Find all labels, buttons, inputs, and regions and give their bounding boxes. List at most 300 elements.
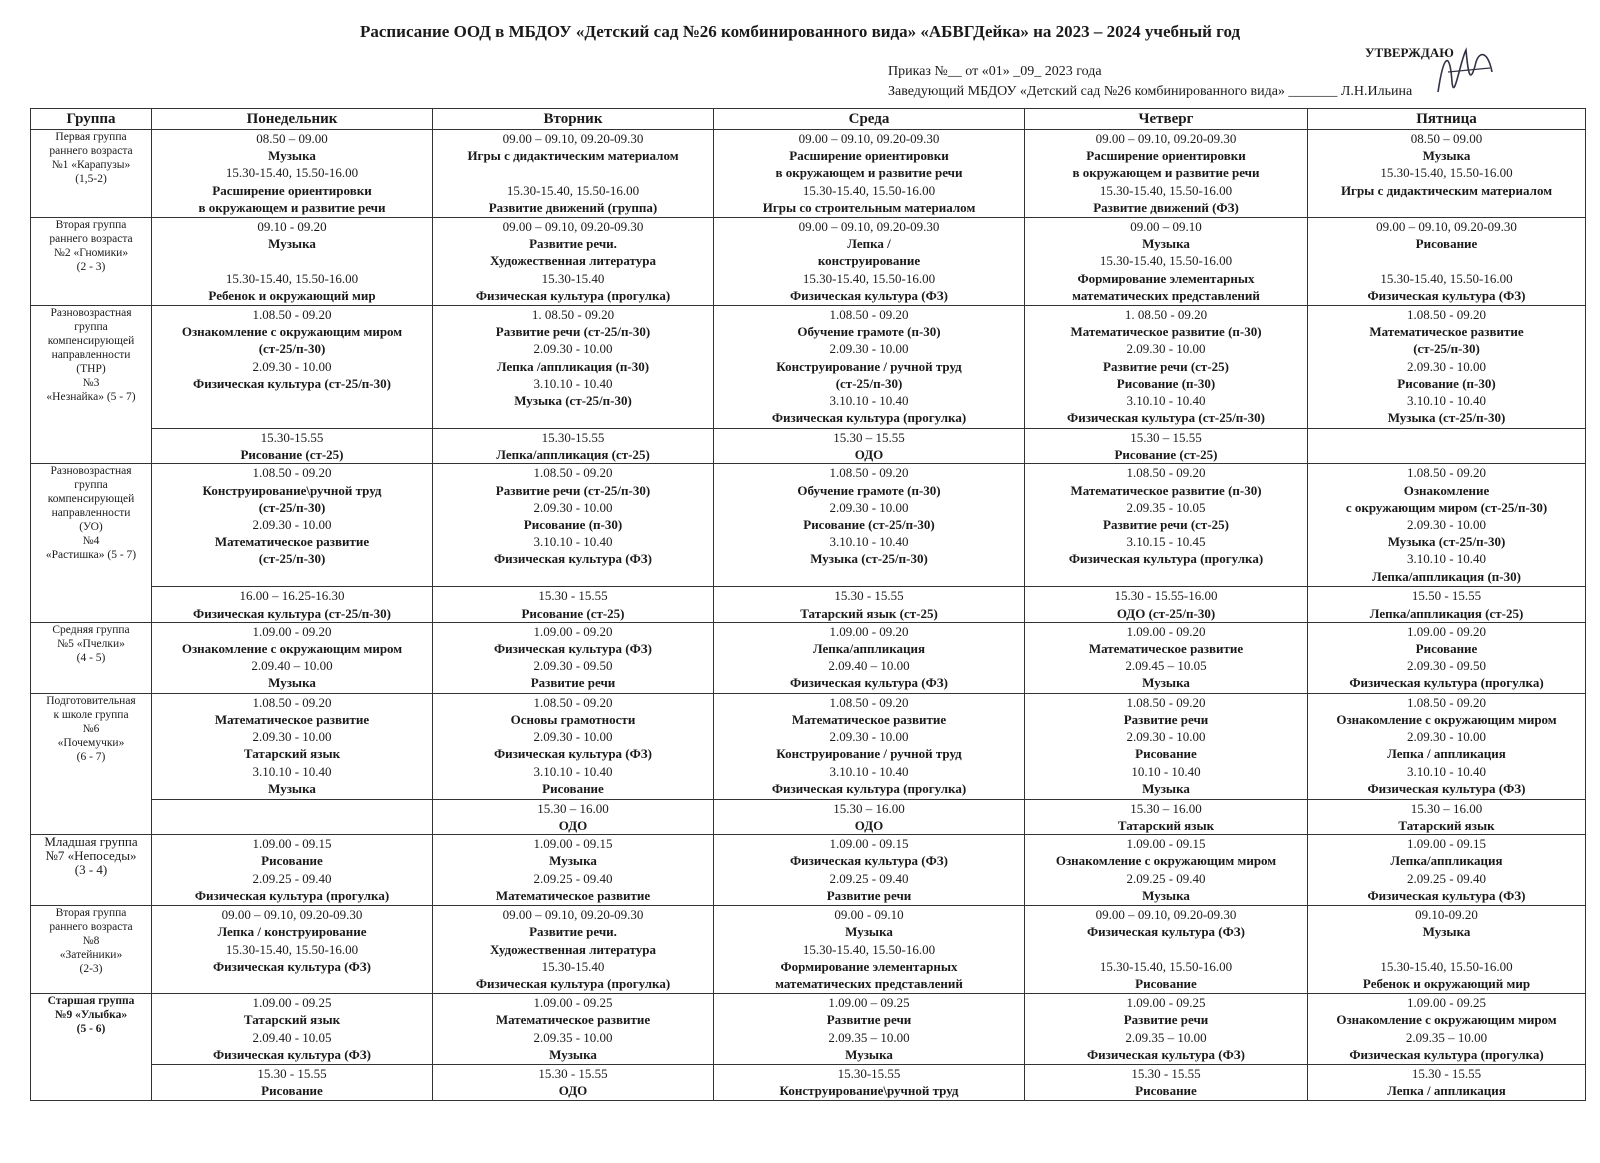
activity-time: 3.10.10 - 10.40 [533,763,613,779]
activity-time: 1.08.50 - 09.20 [1126,694,1206,710]
order-line: Приказ №__ от «01» _09_ 2023 года [888,64,1102,79]
activity-name: Расширение ориентировки [789,148,949,164]
activity-time: 15.30-15.40, 15.50-16.00 [506,182,640,198]
activity-time [1310,941,1583,958]
activity-time: 2.09.25 - 09.40 [1126,870,1206,886]
activity-name: Обучение грамоте (п-30) [797,324,941,340]
activity-time: 2.09.30 - 10.00 [829,499,909,515]
activity-time: 2.09.45 – 10.05 [1125,658,1207,674]
activity-time: 2.09.30 - 10.00 [1406,517,1487,533]
schedule-cell-wednesday [714,622,1025,693]
group-label-line: направленности [51,349,131,361]
group-label-line: Старшая группа [47,995,135,1008]
activity-time: 1.08.50 - 09.20 [252,465,332,481]
table-row [31,693,1586,799]
activity-time: 09.00 – 09.10, 09.20-09.30 [502,131,644,146]
activity-name: Музыка [268,236,316,252]
activity-name: Физическая культура (ст-25/п-30) [193,375,391,391]
group-label-line: раннего возраста [49,145,133,157]
schedule-cell-friday [1308,130,1586,218]
group-label-line: №8 [82,935,100,948]
activity-time: 2.09.35 - 10.00 [533,1029,613,1045]
activity-time: 15.30-15.40, 15.50-16.00 [1380,165,1513,181]
activity-time: 2.09.35 – 10.00 [1405,1029,1488,1045]
header-wednesday: Среда [714,109,1025,130]
schedule-cell-thursday [1025,587,1308,622]
activity-time: 2.09.30 - 10.00 [252,517,332,533]
schedule-cell-thursday [1025,429,1308,464]
activity-name: (ст-25/п-30) [835,375,903,391]
group-label-line: Разновозрастная [50,307,132,319]
activity-name: Рисование (ст-25) [521,605,625,621]
activity-time: 15.30-15.40, 15.50-16.00 [1099,253,1233,269]
activity-name: Физическая культура (ФЗ) [212,958,371,974]
group-label-line: №4 [82,535,100,548]
activity-time: 1.08.50 - 09.20 [252,307,332,322]
activity-time: 1.08.50 - 09.20 [533,694,613,710]
schedule-cell-thursday [1025,906,1308,994]
group-label-line: (3 - 4) [74,862,108,878]
schedule-cell-tuesday [433,218,714,306]
group-label-line: «Почемучки» [57,736,125,749]
header-monday: Понедельник [152,109,433,130]
schedule-cell-wednesday [714,587,1025,622]
activity-name: Физическая культура (ФЗ) [493,746,652,762]
schedule-cell-monday [152,622,433,693]
activity-time: 08.50 – 09.00 [1410,131,1483,146]
activity-name: в окружающем и развитие речи [775,165,963,181]
schedule-cell-wednesday [714,130,1025,218]
group-label-line: Младшая группа [44,834,138,850]
activity-name: Рисование (п-30) [523,517,623,533]
activity-time: 2.09.30 - 09.50 [1406,658,1487,674]
activity-time: 15.30 – 16.00 [537,800,609,816]
group-label-line: к школе группа [53,708,129,721]
table-row [31,1065,1586,1100]
activity-time: 2.09.30 - 10.00 [533,729,613,745]
activity-name: Ознакомление с окружающим миром [1336,712,1557,728]
group-cell [31,906,152,994]
group-label-line: №6 [82,722,100,735]
schedule-cell-monday [152,587,433,622]
activity-time: 10.10 - 10.40 [1131,763,1201,779]
schedule-cell-thursday [1025,622,1308,693]
activity-time: 2.09.25 - 09.40 [829,870,909,886]
activity-name: Игры со строительным материалом [762,199,976,215]
activity-time: 09.00 – 09.10, 09.20-09.30 [798,219,940,234]
schedule-cell-wednesday [714,1065,1025,1100]
activity-time: 2.09.30 - 10.00 [1126,729,1206,745]
activity-name: Развитие движений (группа) [488,199,658,215]
activity-name: Музыка [845,1046,893,1062]
activity-name: математических представлений [1072,287,1260,303]
activity-name: Музыка (ст-25/п-30) [514,393,632,409]
activity-time: 09.00 – 09.10 [1130,219,1202,234]
activity-time: 1.09.00 - 09.25 [533,995,613,1011]
group-label-line: №1 «Карапузы» [51,159,131,171]
activity-name: Рисование [1135,1083,1197,1099]
activity-name: Конструирование / ручной труд [776,358,962,374]
schedule-cell-thursday [1025,693,1308,799]
activity-time: 2.09.30 - 10.00 [252,729,332,745]
activity-name: Физическая культура (ФЗ) [493,641,652,657]
activity-time: 2.09.25 - 09.40 [1406,870,1487,886]
activity-name: Музыка [268,780,316,796]
activity-time: 15.30 – 16.00 [1410,800,1483,816]
activity-name: Татарский язык (ст-25) [800,605,938,621]
schedule-cell-monday [152,994,433,1065]
activity-time: 1.09.00 - 09.15 [1126,836,1206,852]
header-row [31,109,1586,130]
activity-name: Лепка / аппликация [1387,1083,1506,1099]
activity-name: Физическая культура (ФЗ) [1367,887,1526,903]
schedule-cell-tuesday [433,799,714,834]
table-row [31,306,1586,429]
activity-name: Музыка [1422,148,1471,164]
activity-name: Расширение ориентировки [212,182,372,198]
schedule-cell-friday [1308,587,1586,622]
activity-name: Музыка [1142,675,1190,691]
activity-name: Лепка/аппликация (ст-25) [1369,605,1524,621]
header-tuesday: Вторник [433,109,714,130]
activity-time: 09.00 – 09.10, 09.20-09.30 [502,219,644,234]
header-friday: Пятница [1308,109,1586,130]
activity-time: 3.10.10 - 10.40 [1406,551,1487,567]
activity-name: Физическая культура (ФЗ) [1367,287,1526,303]
schedule-cell-thursday [1025,306,1308,429]
activity-name: Музыка [1142,887,1190,903]
activity-name: Физическая культура (ст-25/п-30) [193,605,391,621]
activity-time: 2.09.30 - 10.00 [1126,341,1206,357]
activity-name: Математическое развитие [214,534,370,550]
group-cell [31,464,152,622]
schedule-cell-wednesday [714,693,1025,799]
activity-name: Музыка [268,675,316,691]
activity-time: 1.09.00 - 09.25 [1406,995,1487,1011]
table-row [31,906,1586,994]
group-label-line: группа [74,479,108,492]
activity-name: Музыка [1142,236,1190,252]
schedule-cell-tuesday [433,622,714,693]
schedule-cell-monday [152,464,433,587]
schedule-cell-tuesday [433,693,714,799]
schedule-cell-thursday [1025,130,1308,218]
schedule-cell-tuesday [433,306,714,429]
activity-time: 15.30 - 15.55 [538,1066,608,1082]
group-label-line: №5 «Пчелки» [57,637,125,650]
group-cell [31,306,152,464]
activity-name: Физическая культура (прогулка) [475,976,671,992]
activity-time: 15.30-15.40, 15.50-16.00 [225,941,359,957]
activity-time: 3.10.10 - 10.40 [1126,393,1206,409]
group-label-line: Вторая группа [55,907,127,920]
activity-time: 2.09.40 - 10.05 [252,1029,332,1045]
group-cell [31,130,152,218]
activity-name: Конструирование\ручной труд [202,482,382,498]
activity-time [435,164,711,181]
activity-time: 1.09.00 - 09.20 [829,623,909,639]
activity-name: Математическое развитие [214,712,370,728]
activity-time: 1.08.50 - 09.20 [1126,465,1206,481]
activity-time: 2.09.25 - 09.40 [533,870,613,886]
activity-time: 15.30 - 15.55 [1411,1066,1482,1082]
activity-name: Формирование элементарных [1077,270,1255,286]
activity-name: Физическая культура (ФЗ) [789,287,948,303]
activity-time: 15.30-15.55 [260,430,324,445]
activity-time: 09.00 – 09.10, 09.20-09.30 [798,131,940,146]
activity-time: 1.08.50 - 09.20 [829,465,909,481]
header-group: Группа [31,109,152,130]
activity-name: Формирование элементарных [780,958,958,974]
activity-name: Ознакомление с окружающим миром [1055,853,1277,869]
activity-time: 15.30-15.40, 15.50-16.00 [1099,182,1233,198]
activity-time: 15.30 – 16.00 [833,800,905,816]
schedule-cell-friday [1308,906,1586,994]
group-label-line: (ТНР) [76,363,106,375]
activity-time [154,252,430,269]
schedule-cell-friday [1308,306,1586,429]
activity-name: Игры с дидактическим материалом [1340,182,1553,198]
activity-time: 3.10.10 - 10.40 [533,534,613,550]
group-label-line: №7 «Непоседы» [45,848,137,864]
activity-time: 1.08.50 - 09.20 [252,694,332,710]
schedule-cell-friday [1308,464,1586,587]
group-label-line: «Незнайка» (5 - 7) [46,391,136,403]
group-label-line: №2 «Гномики» [53,247,129,259]
activity-name: Лепка / конструирование [217,924,367,940]
group-label-line: раннего возраста [49,233,133,245]
schedule-cell-wednesday [714,906,1025,994]
schedule-cell-tuesday [433,994,714,1065]
activity-time: 15.30-15.55 [541,430,605,445]
activity-name: Татарский язык [243,1012,341,1028]
activity-name: Расширение ориентировки [1086,148,1246,164]
activity-name: ОДО (ст-25/п-30) [1116,605,1216,621]
table-row [31,429,1586,464]
activity-name: (ст-25/п-30) [258,499,326,515]
group-label-line: Средняя группа [52,623,130,636]
activity-time: 3.10.10 - 10.40 [252,763,332,779]
group-label-line: (УО) [79,521,103,534]
activity-name: Физическая культура (прогулка) [475,287,671,303]
group-label-line: направленности [51,507,131,520]
table-row [31,835,1586,906]
group-label-line: (6 - 7) [76,750,106,763]
activity-time: 2.09.30 - 09.50 [533,658,613,674]
activity-name: Рисование (ст-25) [1114,447,1218,463]
activity-name: Математическое развитие [495,887,651,903]
activity-time: 09.00 – 09.10, 09.20-09.30 [1095,131,1237,146]
activity-time: 15.30-15.40, 15.50-16.00 [802,270,936,286]
activity-name: Развитие речи (ст-25) [1103,517,1229,533]
activity-name: Физическая культура (ФЗ) [212,1046,371,1062]
activity-name: Математическое развитие (п-30) [1070,482,1262,498]
activity-name: Музыка [1142,780,1190,796]
activity-name: Физическая культура (прогулка) [771,410,967,426]
activity-name: Лепка/аппликация [1390,853,1503,869]
activity-time: 15.30 - 15.55 [834,588,904,604]
schedule-cell-friday [1308,693,1586,799]
activity-name: Ознакомление [1403,482,1490,498]
group-label-line: (1,5-2) [75,173,107,185]
schedule-body [31,130,1586,1101]
activity-time [1027,941,1305,958]
activity-time: 1.09.00 - 09.20 [252,623,332,639]
activity-name: Музыка [549,1046,597,1062]
schedule-cell-friday [1308,835,1586,906]
activity-time: 1.09.00 - 09.20 [1126,623,1206,639]
activity-name: Конструирование / ручной труд [776,746,962,762]
group-cell [31,835,152,906]
activity-time: 2.09.30 - 10.00 [533,499,613,515]
activity-name: Музыка [1422,924,1471,940]
activity-time: 2.09.35 - 10.05 [1126,499,1206,515]
activity-name: Математическое развитие [495,1012,651,1028]
activity-time: 1.09.00 - 09.15 [829,836,909,852]
schedule-cell-thursday [1025,835,1308,906]
activity-time: 1.09.00 - 09.15 [1406,836,1487,852]
activity-time: 15.30 - 15.55-16.00 [1114,588,1218,604]
activity-time: 1.09.00 - 09.25 [252,995,332,1011]
activity-time: 15.30-15.40, 15.50-16.00 [1380,270,1513,286]
activity-time: 2.09.30 - 10.00 [829,341,909,357]
head-line [888,84,1412,100]
activity-name: Развитие речи (ст-25/п-30) [495,324,651,340]
activity-name: Лепка/аппликация (п-30) [1372,568,1521,584]
activity-name: Рисование [542,780,604,796]
activity-name: Игры с дидактическим материалом [467,148,679,164]
activity-name: Художественная литература [490,253,656,269]
activity-time: 15.30-15.40 [541,958,605,974]
activity-time: 09.00 – 09.10, 09.20-09.30 [1095,907,1237,923]
table-row [31,464,1586,587]
group-label-line: (4 - 5) [76,651,106,664]
schedule-cell-friday [1308,622,1586,693]
activity-name: Физическая культура (прогулка) [194,887,390,903]
activity-name: Рисование (ст-25) [240,447,344,463]
schedule-cell-wednesday [714,464,1025,587]
activity-name: Рисование [1415,236,1478,252]
table-row [31,799,1586,834]
activity-time: 09.10-09.20 [1415,907,1478,923]
activity-name: Физическая культура (ст-25/п-30) [1067,410,1265,426]
schedule-cell-tuesday [433,464,714,587]
schedule-cell-friday [1308,994,1586,1065]
schedule-cell-tuesday [433,130,714,218]
schedule-cell-wednesday [714,994,1025,1065]
activity-time: 1.09.00 - 09.20 [533,623,613,639]
schedule-cell-monday [152,799,433,834]
activity-time: 09.00 – 09.10, 09.20-09.30 [502,907,644,923]
header-thursday: Четверг [1025,109,1308,130]
activity-time: 3.10.10 - 10.40 [533,375,613,391]
activity-time: 16.00 – 16.25-16.30 [239,588,345,604]
schedule-cell-tuesday [433,587,714,622]
activity-name: Математическое развитие (п-30) [1070,324,1262,340]
activity-name: Обучение грамоте (п-30) [797,482,941,498]
schedule-cell-monday [152,906,433,994]
activity-time: 1.08.50 - 09.20 [829,694,909,710]
activity-name: Рисование [261,1083,323,1099]
activity-time: 1.09.00 – 09.25 [828,995,910,1011]
head-position: Заведующий МБДОУ «Детский сад №26 комбинированного вида» _______ [888,84,1338,99]
activity-name: Рисование [261,853,323,869]
schedule-cell-wednesday [714,218,1025,306]
schedule-cell-monday [152,1065,433,1100]
activity-name: Лепка /аппликация (п-30) [496,358,650,374]
activity-time: 3.10.10 - 10.40 [829,763,909,779]
activity-name: (ст-25/п-30) [258,341,326,357]
activity-name: ОДО [558,1083,588,1099]
activity-time: 2.09.30 - 10.00 [1406,729,1487,745]
activity-name: Развитие речи (ст-25) [1103,358,1229,374]
activity-name: Ознакомление с окружающим миром [1336,1012,1557,1028]
schedule-cell-thursday [1025,799,1308,834]
activity-time: 15.30-15.40, 15.50-16.00 [1380,958,1513,974]
schedule-table [30,108,1586,1101]
activity-name: Развитие речи [1123,712,1209,728]
group-cell [31,693,152,834]
activity-name: в окружающем и развитие речи [1072,165,1260,181]
activity-time: 1.09.00 - 09.15 [533,836,613,852]
activity-name: Татарский язык [243,746,341,762]
activity-name: Рисование (ст-25/п-30) [803,517,935,533]
activity-name: Физическая культура (ФЗ) [1367,780,1526,796]
activity-name: математических представлений [775,976,963,992]
activity-name: с окружающим миром (ст-25/п-30) [1345,499,1548,515]
activity-name: Ребенок и окружающий мир [208,287,376,303]
activity-name: Лепка/аппликация (ст-25) [496,447,650,463]
schedule-cell-thursday [1025,994,1308,1065]
table-row [31,587,1586,622]
activity-time [1310,252,1583,269]
group-label-line: Вторая группа [55,219,127,231]
activity-name: Физическая культура (ФЗ) [1086,1046,1245,1062]
activity-name: Физическая культура (ФЗ) [1086,924,1245,940]
activity-time: 15.30 – 15.55 [833,430,905,445]
activity-time: 15.30-15.40 [541,270,605,286]
group-cell [31,622,152,693]
activity-time: 1.08.50 - 09.20 [1406,307,1487,322]
activity-name: Математическое развитие [1088,641,1244,657]
approval-label: УТВЕРЖДАЮ [1365,45,1454,60]
activity-name: Художественная литература [490,941,656,957]
activity-time: 15.30-15.40, 15.50-16.00 [225,165,359,181]
activity-time: 15.30-15.40, 15.50-16.00 [802,182,936,198]
activity-time: 2.09.30 - 10.00 [1406,358,1487,374]
group-label-line: раннего возраста [49,921,133,934]
activity-name: (ст-25/п-30) [1413,341,1480,357]
group-label-line: (5 - 6) [76,1023,106,1036]
activity-name: Музыка (ст-25/п-30) [1387,410,1506,426]
activity-time: 2.09.30 - 10.00 [252,358,332,374]
schedule-cell-monday [152,429,433,464]
activity-name: Физическая культура (прогулка) [1349,675,1544,691]
activity-time: 15.30-15.40, 15.50-16.00 [802,941,936,957]
schedule-cell-tuesday [433,1065,714,1100]
activity-time: 2.09.35 – 10.00 [828,1029,910,1045]
group-label-line: Подготовительная [46,694,136,707]
activity-time: 1.08.50 - 09.20 [1406,694,1487,710]
activity-time: 3.10.15 - 10.45 [1126,534,1206,550]
activity-time: 09.00 – 09.10, 09.20-09.30 [1376,219,1517,234]
schedule-cell-thursday [1025,218,1308,306]
schedule-cell-wednesday [714,835,1025,906]
activity-name: Рисование [1135,976,1197,992]
group-label-line: Разновозрастная [50,465,132,478]
group-label-line: «Затейники» [59,949,123,962]
schedule-cell-monday [152,835,433,906]
